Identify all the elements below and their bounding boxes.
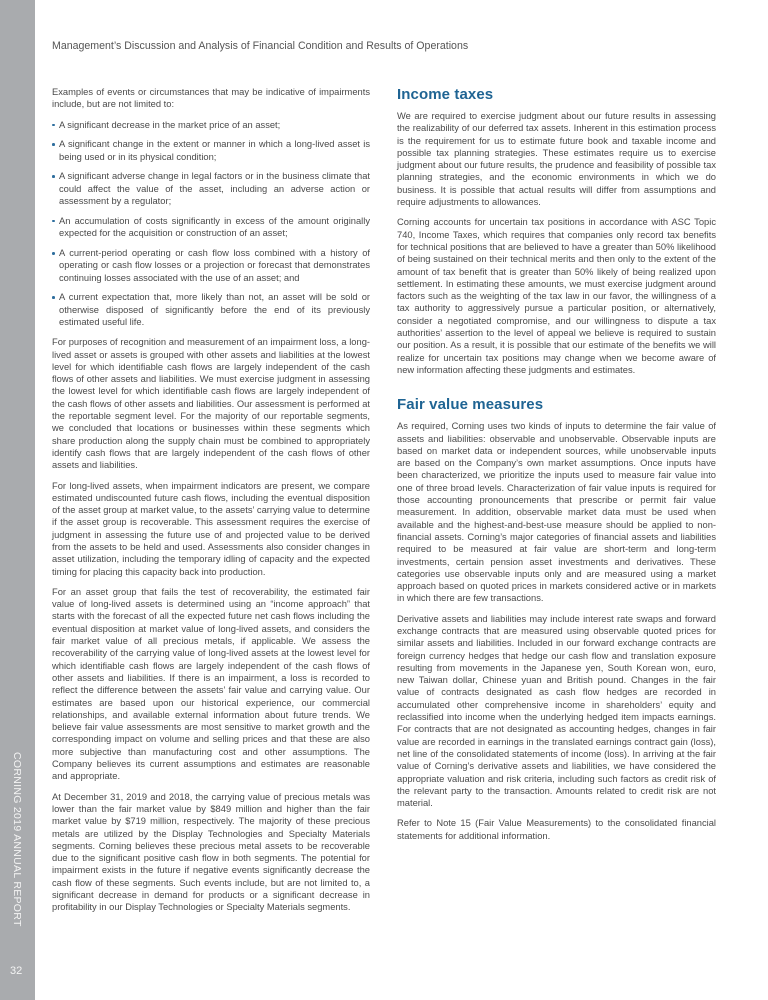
bullet-icon [52,175,55,178]
body-paragraph: For purposes of recognition and measurement of an impairment loss, a long-lived asset or assets is grouped with other assets and liabilities at the lowest level for which identifiable cash flows are largely independent of the cash flows of other assets and liabilities. We must exercise judgment in assessing the lowest level for which identifiable cash flows are largely independent of the cash flows of other assets and liabilities. Our assessment is performed at the reportable segment level. For the majority of our reportable segments, we concluded that locations or businesses within these segments which share production along the supply chain must be combined to appropriately identify cash flows that are largely independent of the cash flows of other assets and liabilities. [52,337,370,471]
bullet-icon [52,143,55,146]
bullet-icon [52,296,55,299]
page-sidebar-band [0,0,35,1000]
bullet-icon [52,220,55,223]
list-item [52,170,370,207]
impairment-indicators-list [52,119,370,329]
report-title-vertical: CORNING 2019 ANNUAL REPORT [11,752,23,927]
body-paragraph: Refer to Note 15 (Fair Value Measurements) to the consolidated financial statements for additional information. [397,818,716,841]
left-column [52,86,370,922]
body-paragraph: We are required to exercise judgment about our future results in assessing the realizability of our deferred tax assets. Inherent in this estimation process is the requirement for us to estimate future book and taxable income and possible tax planning strategies. These estimates require us to exercise judgment about our future results, the prudence and feasibility of possible tax planning strategies, and the economic environments in which we do business. It is possible that actual results will differ from assumptions and require adjustments to allowances. [397,111,716,208]
running-head: Management’s Discussion and Analysis of Financial Condition and Results of Operations [52,40,469,52]
list-item-text: A current expectation that, more likely than not, an asset will be sold or otherwise disposed of significantly before the end of its previously estimated useful life. [59,292,370,327]
page-number: 32 [10,965,23,977]
list-item [52,138,370,163]
list-item [52,247,370,284]
bullet-icon [52,252,55,255]
list-item-text: A significant change in the extent or manner in which a long-lived asset is being used or in its physical condition; [59,139,370,162]
body-paragraph: Derivative assets and liabilities may include interest rate swaps and forward exchange contracts that are measured using observable quoted prices for similar assets and liabilities. Included in our forward exchange contracts are foreign currency hedges that hedge our cash flow and translation exposure resulting from movements in the Japanese yen, South Korean won, euro, new Taiwan dollar, Chinese yuan and British pound. Changes in the fair value of contracts designated as cash flow hedges are recorded in accumulated other comprehensive income in shareholders’ equity and reclassified into income when the underlying hedged item impacts earnings. For contracts that are not designated as accounting hedges, changes in fair value are recorded in earnings in the translated earnings contract gain (loss), net line of the consolidated statements of income (loss). In arriving at the fair value of Corning’s derivative assets and liabilities, we have considered the appropriate valuation and risk criteria, including such factors as credit risk of the relevant party to the transaction. Amounts related to credit risk are not material. [397,613,716,809]
list-item [52,215,370,240]
list-item [52,119,370,131]
right-column [397,86,716,850]
list-item-text: An accumulation of costs significantly in excess of the amount originally expected for the acquisition or construction of an asset; [59,215,370,239]
section-heading-fair-value-measures: Fair value measures [397,396,544,414]
impairment-intro: Examples of events or circumstances that may be indicative of impairments include, but are not limited to: [52,87,370,110]
list-item-text: A current-period operating or cash flow loss combined with a history of operating or cash flow losses or a projection or forecast that demonstrates continuing losses associated with the use of an asset; and [59,247,370,283]
body-paragraph: At December 31, 2019 and 2018, the carrying value of precious metals was lower than the fair market value by $849 million and higher than the fair market value by $719 million, respectively. The majority of these precious metals are utilized by the Display Technologies and Specialty Materials segments. Corning believes these precious metal assets to be recoverable due to the significant positive cash flow in both segments. The potential for impairment exists in the future if negative events significantly decrease the cash flow of these segments. Such events include, but are not limited to, a significant decrease in demand for products or a significant decrease in profitability in our Display Technologies or Specialty Materials segments. [52,791,370,913]
body-paragraph: Corning accounts for uncertain tax positions in accordance with ASC Topic 740, Income Taxes, which requires that companies only record tax benefits for technical positions that are believed to have a greater than 50% likelihood of being sustained on their technical merits and then only to the extent of the amount of tax benefit that is greater than 50% likely of being realized upon settlement. In estimating these amounts, we must exercise judgment around factors such as the weighting of the tax law in our favor, the willingness of a tax authority to aggressively pursue a particular position, or alternatively, consider a negotiated compromise, and our willingness to dispute a tax authorities’ assertion to the level of appeal we believe is required to sustain our position. As a result, it is possible that our estimate of the benefits we will realize for uncertain tax positions may change when we become aware of new information affecting these judgments and estimates. [397,217,716,375]
list-item-text: A significant adverse change in legal factors or in the business climate that could affect the value of the asset, including an adverse action or assessment by a regulator; [59,171,370,207]
body-paragraph: For an asset group that fails the test of recoverability, the estimated fair value of long-lived assets is determined using an “income approach” that starts with the forecast of all the expected future net cash flows including the eventual disposition at market value of long-lived assets, and considers the fair market value of all precious metals, if applicable. We assess the recoverability of the carrying value of long-lived assets at the lowest level for which identifiable cash flows are largely independent of the cash flows of other assets and liabilities. If there is an impairment, a loss is recorded to reflect the difference between the assets’ fair value and carrying value. Our estimates are based upon our historical experience, our commercial relationships, and available external information about future trends. We believe fair value assessments are most sensitive to market growth and the corresponding impact on volume and selling prices and that these are also more subjective than manufacturing cost and other assumptions. The Company believes its current assumptions and estimates are reasonable and appropriate. [52,586,370,782]
bullet-icon [52,124,55,127]
list-item-text: A significant decrease in the market price of an asset; [59,119,281,130]
list-item [52,291,370,328]
body-paragraph: As required, Corning uses two kinds of inputs to determine the fair value of assets and liabilities: observable and unobservable. Observable inputs are based on market data or independent sources, while unobservable inputs are based on the Company’s own market assumptions. Once inputs have been characterized, we prioritize the inputs used to measure fair value into one of three broad levels. Characterization of fair value inputs is required for those accounting pronouncements that prescribe or permit fair value measurement. In addition, observable market data must be used when available and the highest-and-best-use measure should be applied to non-financial assets. Corning’s major categories of financial assets and liabilities required to be measured at fair value are short-term and long-term investments, certain pension asset investments and derivatives. These categories use observable inputs only and are measured using a market approach based on quoted prices in markets considered active or in markets in which there are few transactions. [397,421,716,604]
section-heading-income-taxes: Income taxes [397,86,494,103]
body-paragraph: For long-lived assets, when impairment indicators are present, we compare estimated undiscounted future cash flows, including the eventual disposition of the asset group at market value, to the assets’ carrying value to determine if the asset group is recoverable. This assessment requires the exercise of judgment in assessing the future use of and projected value to be derived from the assets to be held and used. Assessments also consider changes in asset utilization, including the temporary idling of capacity and the expected timing for placing this capacity back into production. [52,480,370,577]
